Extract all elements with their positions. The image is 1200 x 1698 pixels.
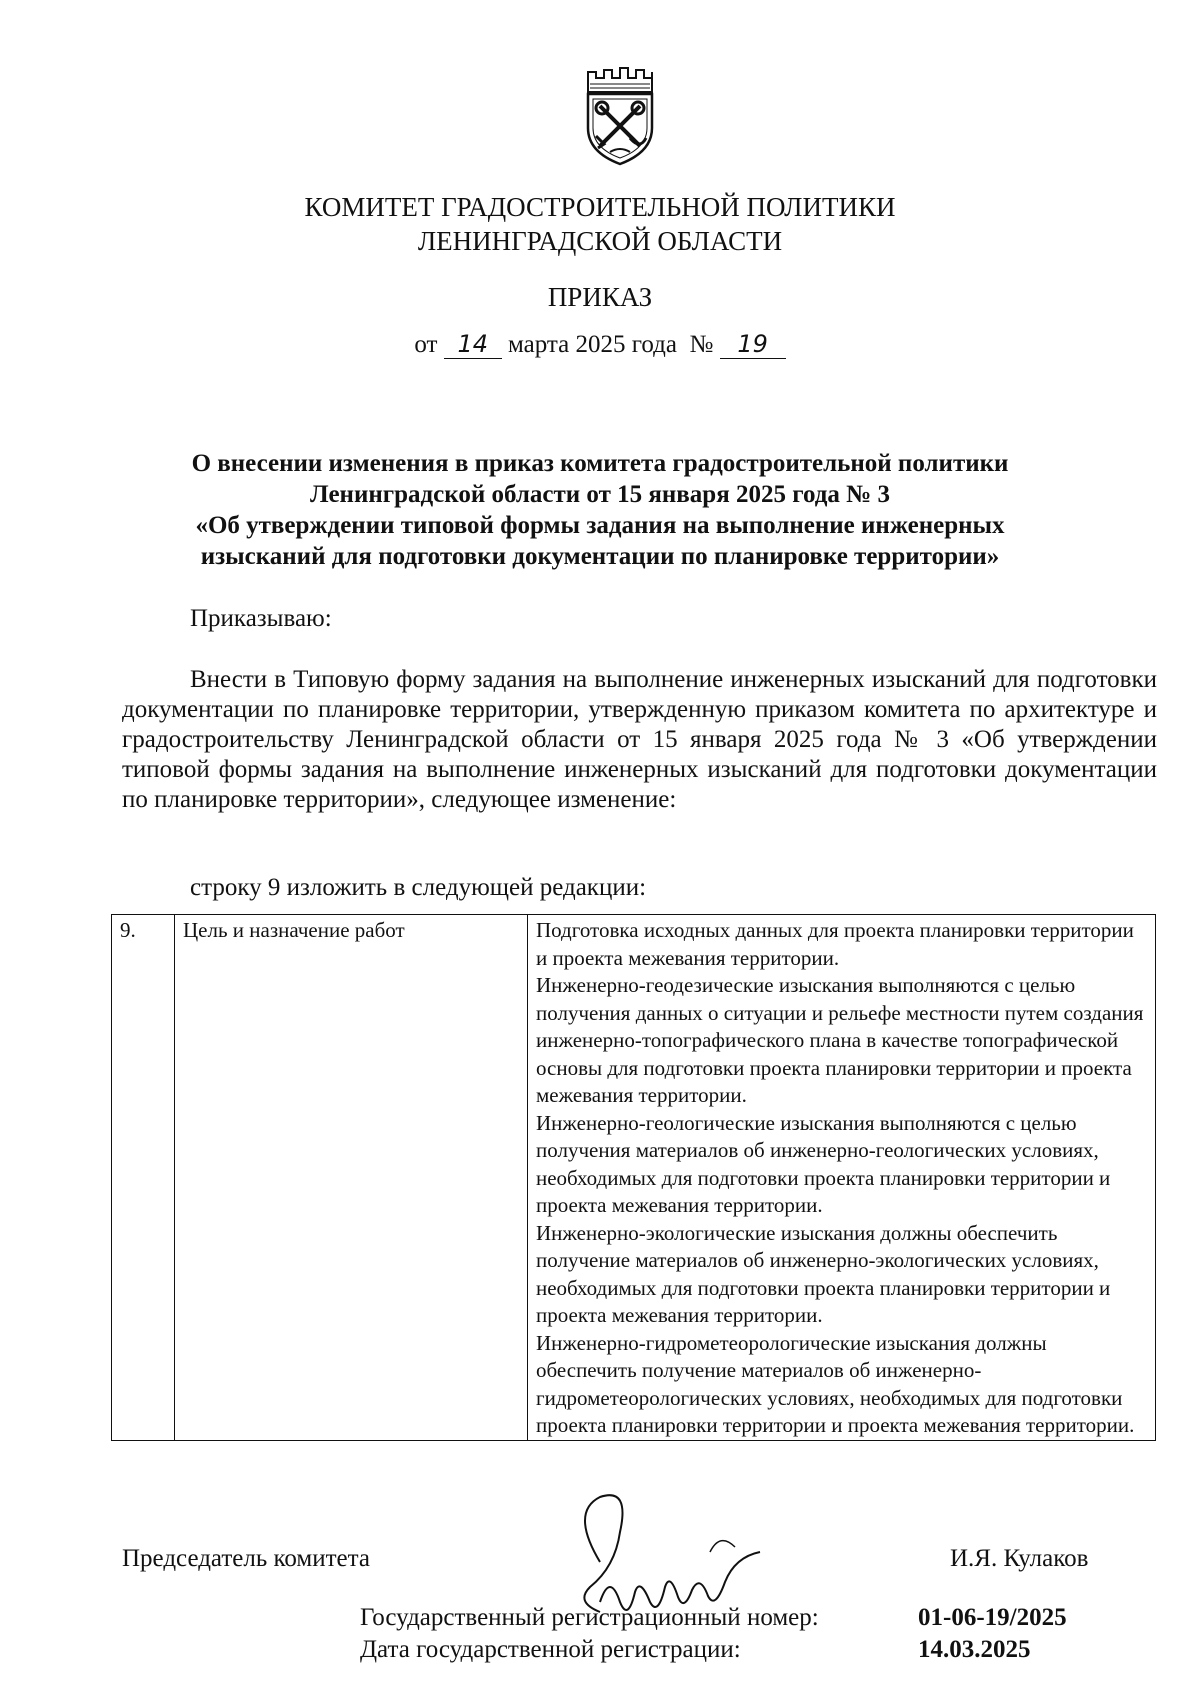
organization-name-line2: ЛЕНИНГРАДСКОЙ ОБЛАСТИ	[417, 226, 783, 256]
signatory-name: И.Я. Кулаков	[950, 1545, 1089, 1572]
row-number-cell: 9.	[112, 915, 175, 1441]
document-type: ПРИКАЗ	[547, 282, 653, 312]
registration-date-value	[918, 1634, 1031, 1666]
table-row	[112, 915, 1156, 1441]
title-line: «Об утверждении типовой формы задания на выполнение инженерных	[195, 512, 1005, 539]
content-paragraph: Инженерно-экологические изыскания должны обеспечить получение материалов об инженерно-экологических условиях, необходимых для подготовки проекта планировки территории и проекта межевания территории.	[536, 1220, 1111, 1327]
title-line: О внесении изменения в приказ комитета градостроительной политики	[191, 450, 1009, 477]
registration-date-label: Дата государственной регистрации:	[360, 1636, 741, 1663]
order-day: 14	[444, 330, 502, 359]
main-paragraph: Внести в Типовую форму задания на выполнение инженерных изысканий для подготовки документации по планировке территории, утвержденную приказом комитета по архитектуре и градостроительству Ленинградской области от 15 января 2025 года № 3 «Об утверждении типовой формы задания на выполнение инженерных изысканий для подготовки документации по планировке территории», следующее изменение:	[122, 666, 1157, 813]
content-paragraph: Подготовка исходных данных для проекта планировки территории и проекта межевания территории.	[536, 918, 1134, 970]
order-month-year: марта 2025 года	[508, 331, 677, 358]
instruction-line: строку 9 изложить в следующей редакции:	[190, 874, 647, 901]
order-number: 19	[720, 330, 786, 359]
order-number-sign: №	[689, 331, 714, 358]
command-word: Приказываю:	[190, 605, 332, 632]
organization-name-line1: КОМИТЕТ ГРАДОСТРОИТЕЛЬНОЙ ПОЛИТИКИ	[304, 192, 896, 222]
content-paragraph: Инженерно-геодезические изыскания выполняются с целью получения данных о ситуации и рельефе местности путем создания инженерно-топографического плана в качестве топографической основы для подготовки проекта планировки территории и проекта межевания территории.	[536, 973, 1144, 1107]
row-content-cell	[528, 915, 1156, 1441]
content-paragraph: Инженерно-гидрометеорологические изыскания должны обеспечить получение материалов об инженерно-гидрометеорологических условиях, необходимых для подготовки проекта планировки территории и проекта межевания территории.	[536, 1330, 1135, 1437]
order-date-line	[0, 330, 1200, 359]
order-title	[120, 448, 1080, 572]
registration-number-label: Государственный регистрационный номер:	[360, 1604, 819, 1631]
title-line: Ленинградской области от 15 января 2025 года № 3	[309, 481, 891, 508]
row-name-cell: Цель и назначение работ	[175, 915, 528, 1441]
order-prefix: от	[414, 331, 438, 358]
registration-number: 01-06-19/2025	[918, 1604, 1067, 1631]
registration-date: 14.03.2025	[918, 1636, 1031, 1663]
registration-number-value	[918, 1602, 1067, 1634]
content-paragraph: Инженерно-геологические изыскания выполняются с целью получения материалов об инженерно-геологических условиях, необходимых для подготовки проекта планировки территории и проекта межевания территории.	[536, 1110, 1111, 1217]
amendment-table	[111, 914, 1156, 1441]
title-line: изысканий для подготовки документации по планировке территории»	[200, 543, 1000, 570]
signatory-position: Председатель комитета	[122, 1545, 370, 1572]
coat-of-arms-icon	[584, 66, 656, 166]
